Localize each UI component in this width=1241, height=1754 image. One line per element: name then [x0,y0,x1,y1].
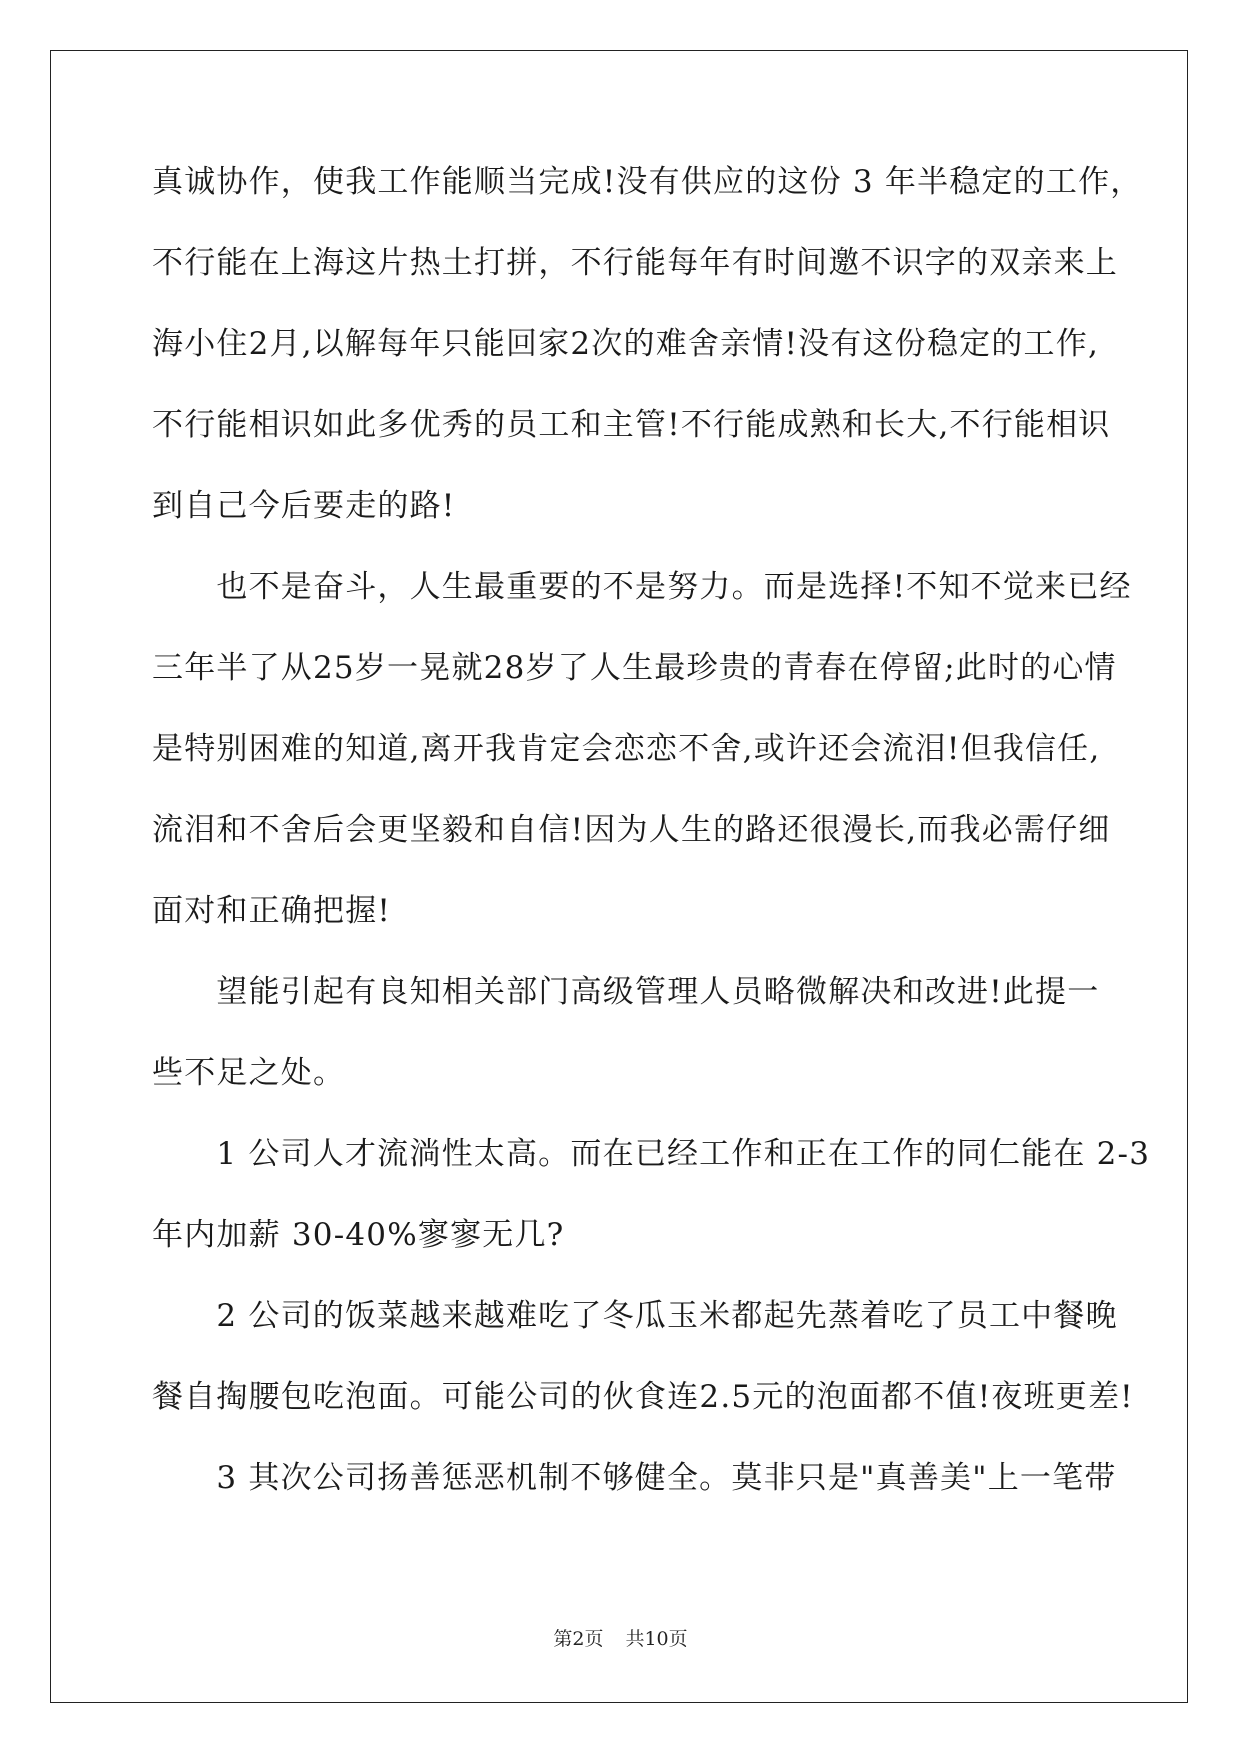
text-line: 3 其次公司扬善惩恶机制不够健全。莫非只是"真善美"上一笔带 [152,1460,1117,1496]
text-line: 三年半了从25岁一晃就28岁了人生最珍贵的青春在停留;此时的心情 [152,650,1117,686]
text-line: 也不是奋斗，人生最重要的不是努力。而是选择!不知不觉来已经 [152,569,1132,605]
page-number: 第2页 [553,1628,604,1650]
text-line: 真诚协作，使我工作能顺当完成!没有供应的这份 3 年半稳定的工作， [152,164,1143,200]
text-line: 年内加薪 30-40%寥寥无几? [152,1217,565,1253]
text-line: 面对和正确把握! [152,893,392,929]
text-line: 流泪和不舍后会更坚毅和自信!因为人生的路还很漫长,而我必需仔细 [152,812,1111,848]
text-line: 些不足之处。 [152,1055,346,1091]
page-footer [0,1624,1241,1651]
text-line: 不行能相识如此多优秀的员工和主管!不行能成熟和长大,不行能相识 [152,407,1111,443]
text-line: 是特别困难的知道,离开我肯定会恋恋不舍,或许还会流泪!但我信任, [152,731,1101,767]
text-line: 到自己今后要走的路! [152,488,456,524]
page-total: 共10页 [625,1628,688,1650]
text-line: 2 公司的饭菜越来越难吃了冬瓜玉米都起先蒸着吃了员工中餐晚 [152,1298,1118,1334]
text-line: 不行能在上海这片热土打拼，不行能每年有时间邀不识字的双亲来上 [152,245,1118,281]
document-body [152,162,1151,1539]
text-line: 1 公司人才流淌性太高。而在已经工作和正在工作的同仁能在 2-3 [152,1136,1151,1172]
text-line: 海小住2月,以解每年只能回家2次的难舍亲情!没有这份稳定的工作, [152,326,1100,362]
text-line: 望能引起有良知相关部门高级管理人员略微解决和改进!此提一 [152,974,1100,1010]
text-line: 餐自掏腰包吃泡面。可能公司的伙食连2.5元的泡面都不值!夜班更差! [152,1379,1134,1415]
